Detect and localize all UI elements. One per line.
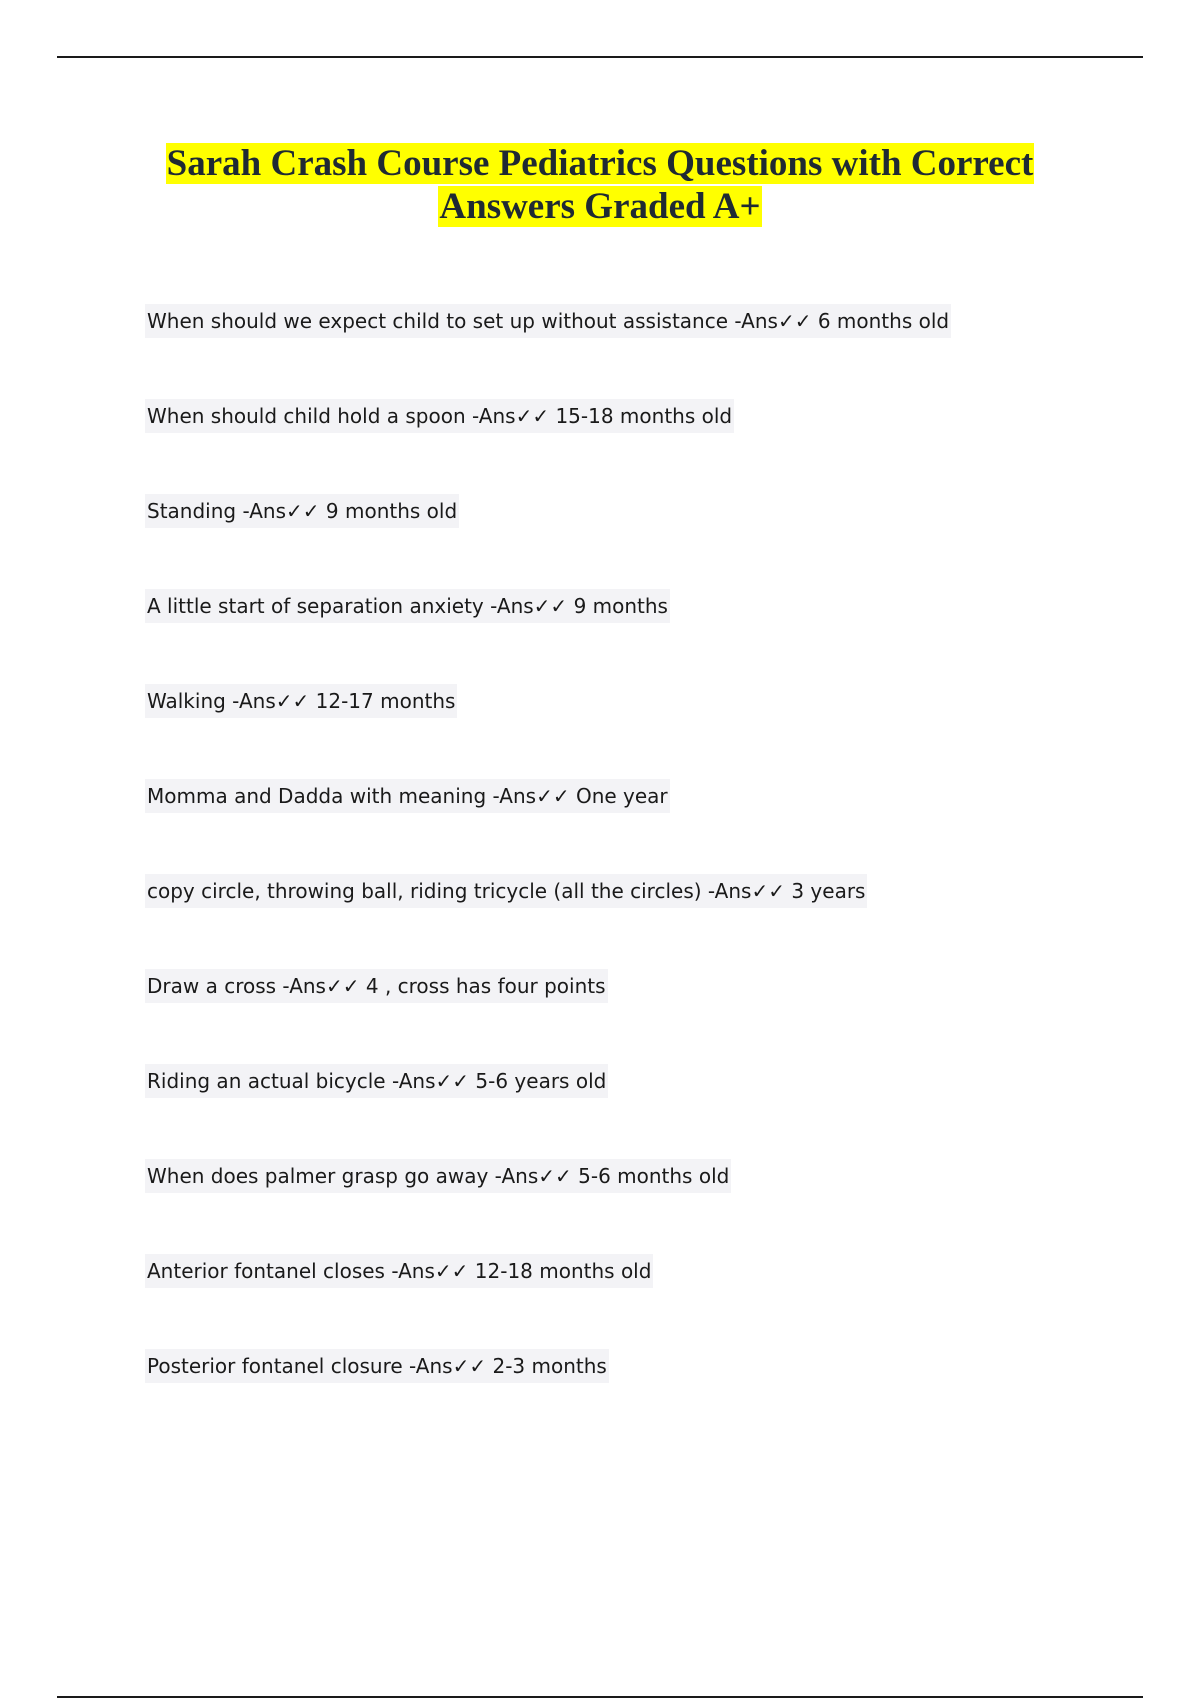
qa-answer: 5-6 months old [578, 1164, 730, 1188]
qa-item [145, 874, 1105, 969]
qa-item [145, 1254, 1105, 1349]
qa-question: When does palmer grasp go away [147, 1164, 489, 1188]
qa-answer: 12-18 months old [474, 1259, 652, 1283]
answer-marker: -Ans✓✓ [225, 689, 316, 713]
answer-marker: -Ans✓✓ [465, 404, 556, 428]
qa-list [145, 304, 1105, 1444]
qa-answer: 2-3 months [492, 1354, 607, 1378]
qa-item [145, 1159, 1105, 1254]
qa-question: Walking [147, 689, 226, 713]
qa-item [145, 1064, 1105, 1159]
qa-question: A little start of separation anxiety [147, 594, 484, 618]
answer-marker: -Ans✓✓ [488, 1164, 579, 1188]
title-line-2: Answers Graded A+ [439, 186, 761, 227]
answer-marker: -Ans✓✓ [402, 1354, 493, 1378]
answer-marker: -Ans✓✓ [236, 499, 326, 523]
qa-answer: One year [575, 784, 668, 808]
qa-question: Riding an actual bicycle [147, 1069, 386, 1093]
qa-question: copy circle, throwing ball, riding tricycle (all the circles) [147, 879, 702, 903]
top-divider [57, 56, 1143, 58]
qa-item [145, 494, 1105, 589]
title-line-1: Sarah Crash Course Pediatrics Questions with Correct [166, 143, 1034, 184]
qa-item [145, 969, 1105, 1064]
qa-answer: 3 years [791, 879, 866, 903]
answer-marker: -Ans✓✓ [486, 784, 576, 808]
answer-marker: -Ans✓✓ [276, 974, 366, 998]
qa-item [145, 684, 1105, 779]
qa-question: Standing [147, 499, 237, 523]
qa-question: Momma and Dadda with meaning [147, 784, 487, 808]
answer-marker: -Ans✓✓ [385, 1069, 476, 1093]
answer-marker: -Ans✓✓ [384, 1259, 475, 1283]
qa-question: Anterior fontanel closes [147, 1259, 385, 1283]
answer-marker: -Ans✓✓ [728, 309, 818, 333]
qa-item [145, 304, 1105, 399]
qa-question: Posterior fontanel closure [147, 1354, 403, 1378]
qa-answer: 4 , cross has four points [365, 974, 606, 998]
document-title [57, 142, 1143, 228]
qa-item [145, 399, 1105, 494]
answer-marker: -Ans✓✓ [701, 879, 792, 903]
qa-answer: 5-6 years old [475, 1069, 607, 1093]
qa-question: Draw a cross [147, 974, 277, 998]
qa-answer: 9 months old [325, 499, 458, 523]
qa-answer: 9 months [573, 594, 668, 618]
answer-marker: -Ans✓✓ [483, 594, 574, 618]
qa-question: When should we expect child to set up without assistance [147, 309, 729, 333]
qa-answer: 15-18 months old [555, 404, 733, 428]
qa-answer: 12-17 months [315, 689, 456, 713]
qa-answer: 6 months old [817, 309, 950, 333]
bottom-divider [57, 1696, 1143, 1698]
qa-question: When should child hold a spoon [147, 404, 466, 428]
qa-item [145, 779, 1105, 874]
qa-item [145, 1349, 1105, 1444]
qa-item [145, 589, 1105, 684]
